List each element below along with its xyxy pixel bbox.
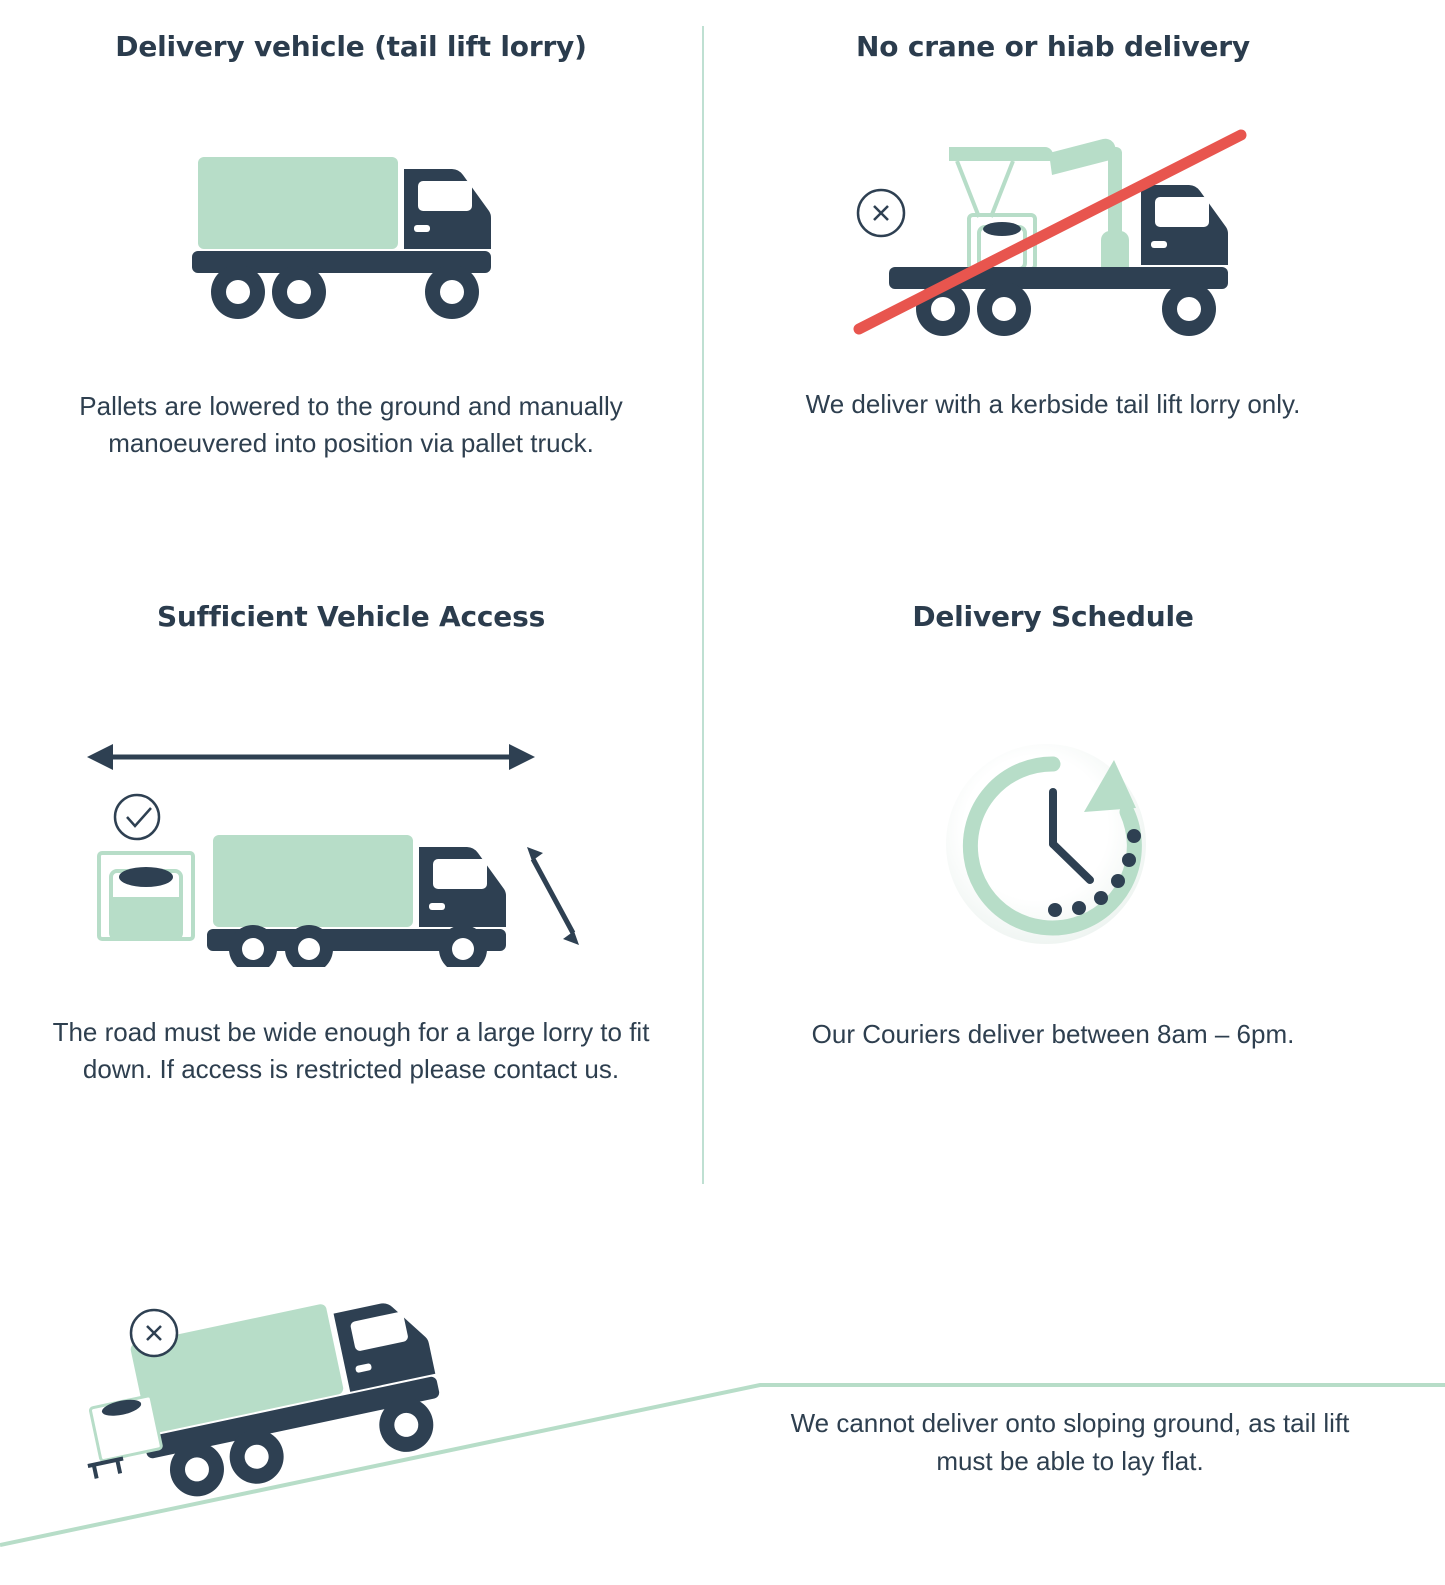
- clock-icon: [742, 682, 1364, 1012]
- lorry-with-width-arrows-icon: [40, 692, 662, 1012]
- panel-title-delivery-vehicle: Delivery vehicle (tail lift lorry): [115, 30, 587, 63]
- panel-caption-sloping-ground: We cannot deliver onto sloping ground, as tail lift must be able to lay flat.: [790, 1408, 1350, 1476]
- crane-lorry-crossed-out-icon: [742, 92, 1364, 382]
- width-arrow: [87, 744, 535, 770]
- panel-caption-vehicle-access: The road must be wide enough for a large lorry to fit down. If access is restricted please contact us.: [52, 1016, 650, 1085]
- panel-title-vehicle-access: Sufficient Vehicle Access: [156, 600, 546, 633]
- panel-caption-delivery-vehicle: Pallets are lowered to the ground and manually manoeuvered into position via pallet truck.: [79, 390, 623, 459]
- panel-caption-no-crane: We deliver with a kerbside tail lift lorry only.: [805, 388, 1301, 419]
- cross-badge: [131, 1310, 177, 1356]
- panel-title-delivery-schedule: Delivery Schedule: [912, 600, 1194, 633]
- check-badge: [115, 795, 159, 839]
- panel-title-no-crane: No crane or hiab delivery: [856, 30, 1250, 63]
- panel-delivery-vehicle: [40, 30, 662, 463]
- panel-delivery-schedule: [742, 600, 1364, 1053]
- panel-caption-delivery-schedule: Our Couriers deliver between 8am – 6pm.: [811, 1018, 1295, 1049]
- lorry-on-slope-icon: [65, 1284, 450, 1518]
- panel-no-crane: [742, 30, 1364, 423]
- panel-vehicle-access: [40, 600, 662, 1089]
- vertical-divider: [702, 26, 704, 1184]
- cross-badge: [858, 190, 904, 236]
- clearance-arrow: [527, 847, 579, 945]
- tail-lift-lorry-icon: [40, 92, 662, 382]
